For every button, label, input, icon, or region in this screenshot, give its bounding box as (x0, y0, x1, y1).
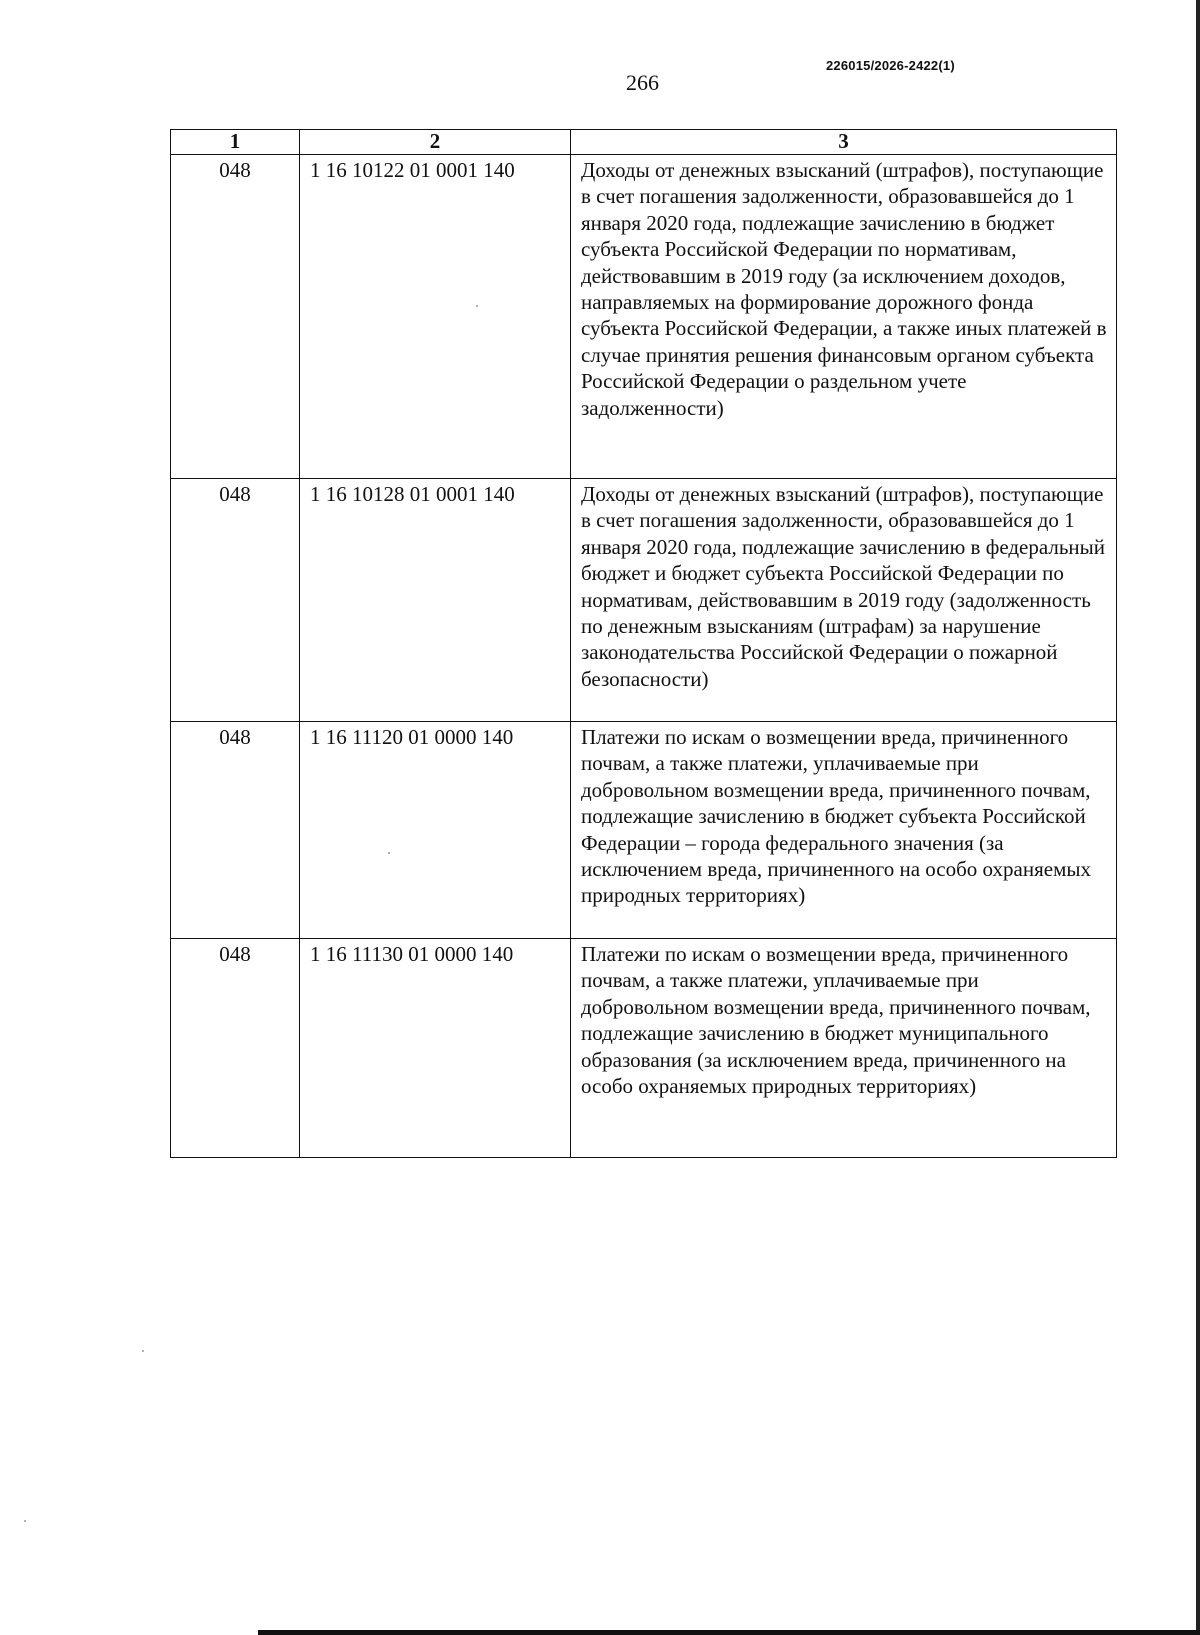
page-number: 266 (626, 70, 659, 95)
table-body (171, 155, 1117, 1158)
scan-speck (388, 852, 390, 854)
table-row (171, 155, 1117, 479)
table-row (171, 939, 1117, 1158)
table-row (171, 722, 1117, 939)
kbk-cell: 1 16 10122 01 0001 140 (300, 155, 571, 479)
admin-code-cell: 048 (171, 155, 300, 479)
column-header-3: 3 (571, 130, 1117, 155)
scan-speck (24, 1520, 26, 1522)
column-header-2: 2 (300, 130, 571, 155)
scan-speck (476, 305, 478, 307)
table-header (171, 130, 1117, 155)
scan-edge-right (1196, 0, 1200, 1635)
description-cell: Платежи по искам о возмещении вреда, причиненного почвам, а также платежи, уплачиваемые при добровольном возмещении вреда, причиненного почвам, подлежащие зачислению в бюджет муниципального образования (за исключением вреда, причиненного на особо охраняемых природных территориях) (571, 939, 1117, 1158)
kbk-cell: 1 16 10128 01 0001 140 (300, 479, 571, 722)
document-code: 226015/2026-2422(1) (826, 58, 955, 73)
admin-code-cell: 048 (171, 939, 300, 1158)
scan-edge-bottom (258, 1630, 1200, 1635)
description-cell: Платежи по искам о возмещении вреда, причиненного почвам, а также платежи, уплачиваемые при добровольном возмещении вреда, причиненного почвам, подлежащие зачислению в бюджет субъекта Российской Федерации – города федерального значения (за исключением вреда, причиненного на особо охраняемых природных территориях) (571, 722, 1117, 939)
column-header-1: 1 (171, 130, 300, 155)
admin-code-cell: 048 (171, 479, 300, 722)
header-row (171, 130, 1117, 155)
revenue-codes-table-container (170, 129, 1116, 1158)
kbk-cell: 1 16 11120 01 0000 140 (300, 722, 571, 939)
revenue-codes-table (170, 129, 1117, 1158)
kbk-cell: 1 16 11130 01 0000 140 (300, 939, 571, 1158)
description-cell: Доходы от денежных взысканий (штрафов), поступающие в счет погашения задолженности, образовавшейся до 1 января 2020 года, подлежащие зачислению в федеральный бюджет и бюджет субъекта Российской Федерации по нормативам, действовавшим в 2019 году (задолженность по денежным взысканиям (штрафам) за нарушение законодательства Российской Федерации о пожарной безопасности) (571, 479, 1117, 722)
table-row (171, 479, 1117, 722)
admin-code-cell: 048 (171, 722, 300, 939)
scan-speck (142, 1350, 144, 1352)
description-cell: Доходы от денежных взысканий (штрафов), поступающие в счет погашения задолженности, образовавшейся до 1 января 2020 года, подлежащие зачислению в бюджет субъекта Российской Федерации по нормативам, действовавшим в 2019 году (за исключением доходов, направляемых на формирование дорожного фонда субъекта Российской Федерации, а также иных платежей в случае принятия решения финансовым органом субъекта Российской Федерации о раздельном учете задолженности) (571, 155, 1117, 479)
